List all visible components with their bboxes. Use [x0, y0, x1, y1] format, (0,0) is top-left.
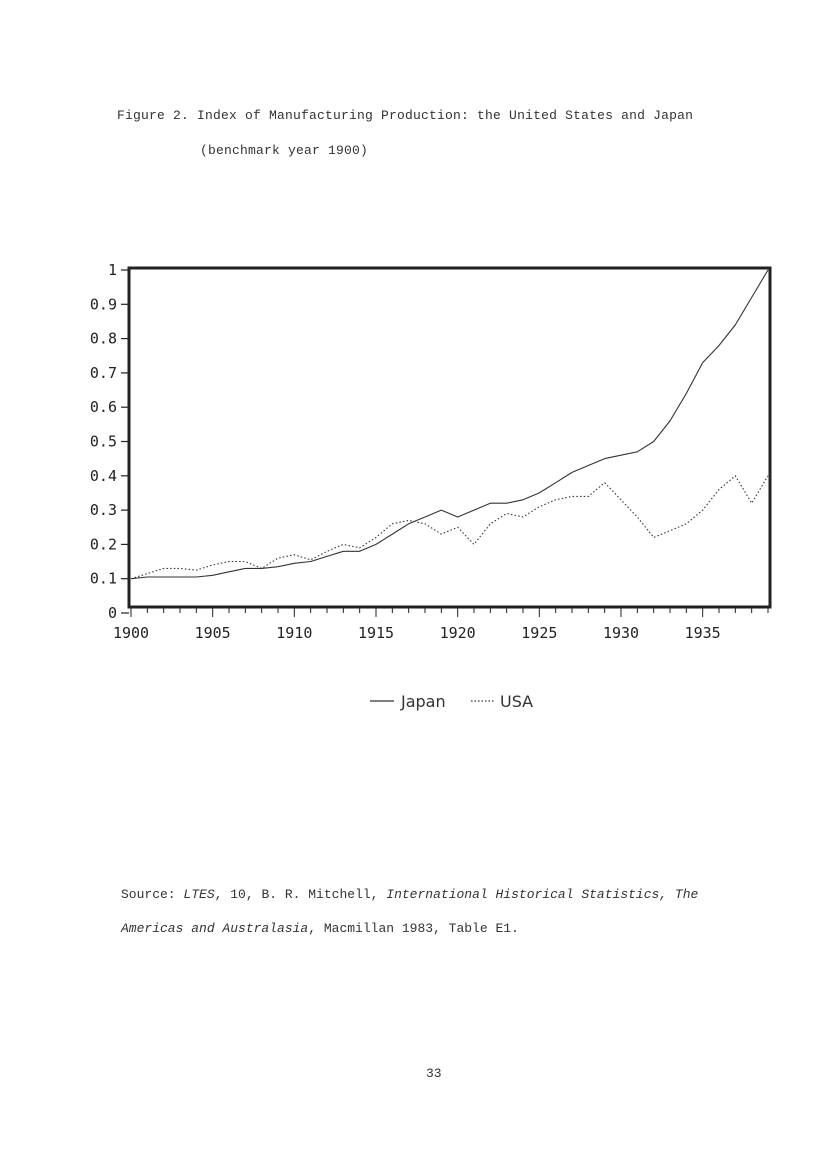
figure-subtitle: (benchmark year 1900) — [200, 143, 369, 158]
x-tick-label: 1905 — [194, 624, 231, 642]
y-tick-label: 0.1 — [89, 569, 117, 588]
figure-title: Figure 2. Index of Manufacturing Production: the United States and Japan — [117, 108, 694, 123]
source-line-1 — [121, 878, 698, 912]
y-tick-label: 0.7 — [89, 363, 117, 382]
legend-label-japan: Japan — [401, 692, 446, 711]
page-number: 33 — [426, 1066, 442, 1081]
x-tick-label: 1910 — [276, 624, 313, 642]
source-note — [121, 878, 698, 946]
x-tick-label: 1920 — [439, 624, 476, 642]
series-line-usa — [131, 476, 768, 579]
x-tick-label: 1935 — [684, 624, 721, 642]
y-tick-label: 0.2 — [89, 535, 117, 554]
y-tick-label: 0.5 — [89, 432, 117, 451]
y-tick-label: 0.4 — [89, 466, 117, 485]
source-book-title: International Historical Statistics, The — [386, 887, 699, 902]
x-tick-label: 1925 — [521, 624, 558, 642]
y-tick-label: 0 — [107, 604, 117, 622]
y-tick-label: 1 — [107, 261, 117, 279]
source-part1: , 10, B. R. Mitchell, — [214, 887, 387, 902]
y-tick-label: 0.3 — [89, 501, 117, 520]
x-tick-label: 1930 — [602, 624, 640, 642]
source-part2: , Macmillan 1983, Table E1. — [308, 921, 519, 936]
source-prefix: Source: — [121, 887, 184, 902]
y-tick-label: 0.6 — [89, 398, 117, 417]
y-tick-label: 0.8 — [89, 329, 117, 348]
series-line-japan — [131, 270, 768, 579]
source-ltes: LTES — [183, 887, 215, 902]
plot-frame — [129, 268, 770, 607]
chart-axes — [90, 261, 768, 642]
x-tick-label: 1915 — [357, 624, 395, 642]
legend-label-usa: USA — [500, 692, 534, 711]
y-tick-label: 0.9 — [89, 295, 117, 314]
source-line-2 — [121, 912, 698, 946]
x-tick-label: 1900 — [112, 624, 150, 642]
chart-legend — [370, 692, 533, 711]
source-book-title-2: Americas and Australasia — [121, 921, 309, 936]
chart-series — [131, 270, 768, 579]
